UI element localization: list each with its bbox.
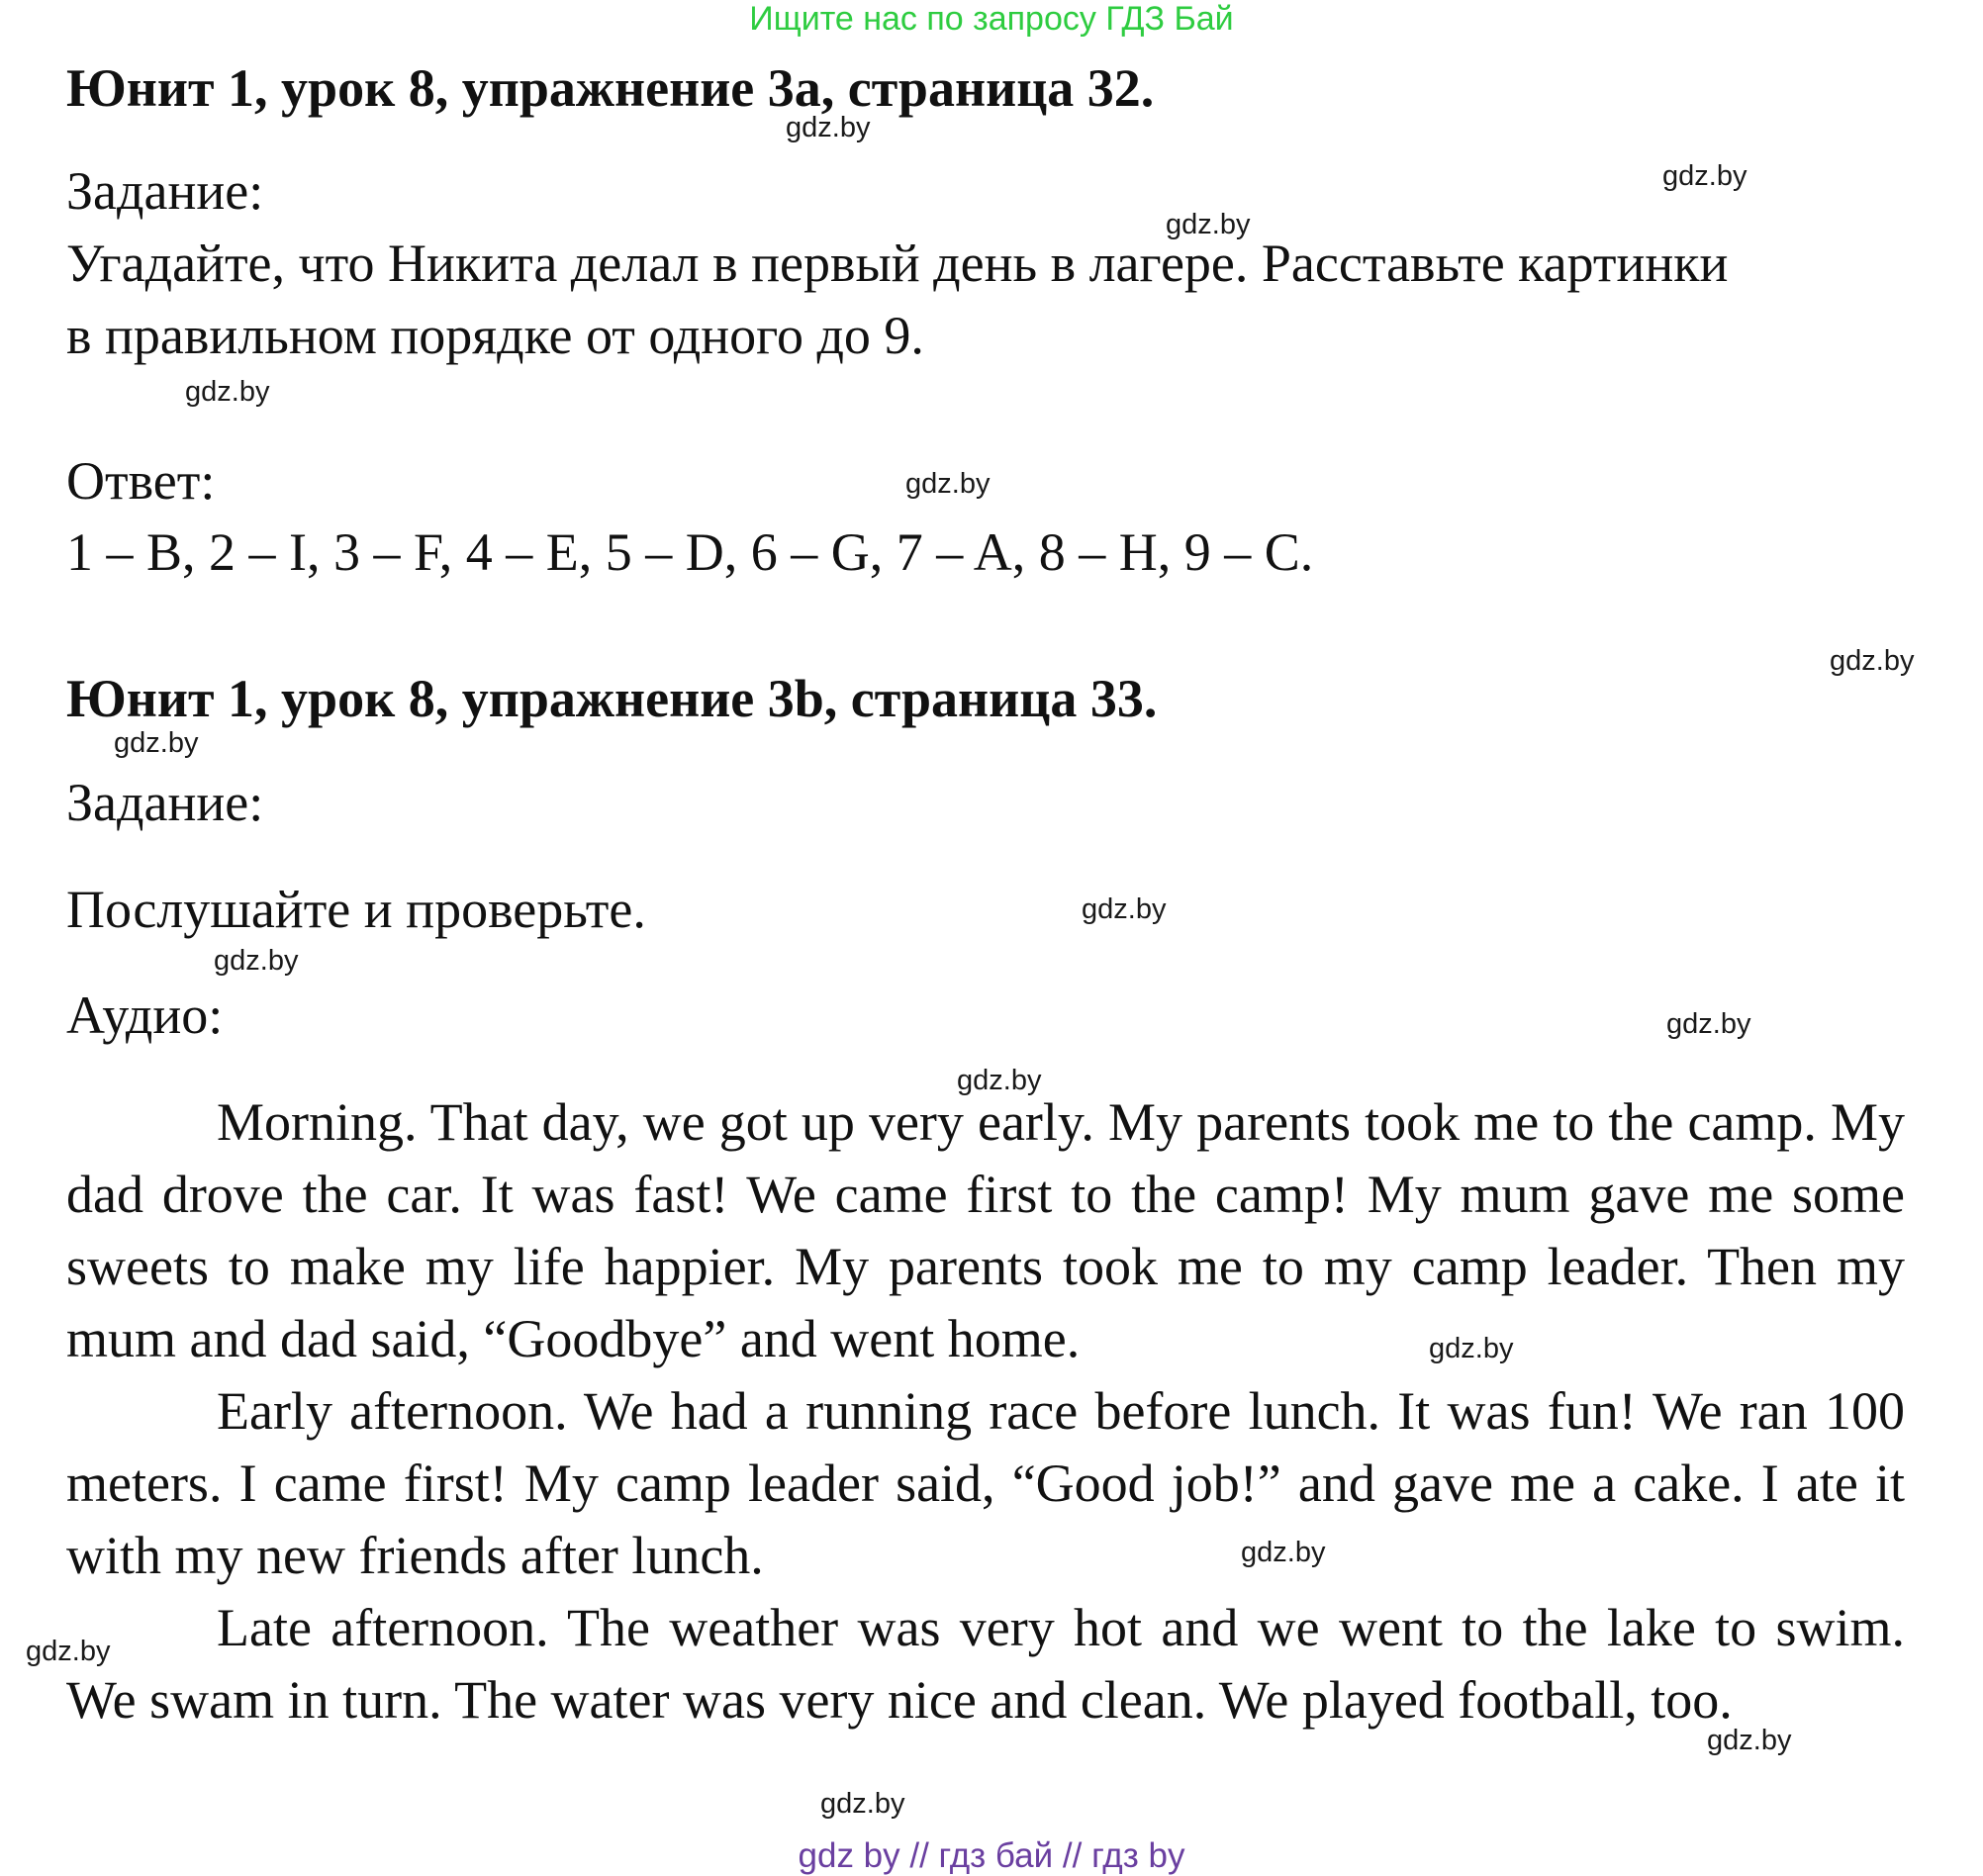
section-b-heading: Юнит 1, урок 8, упражнение 3b, страница 33. [66,669,1158,728]
audio-paragraph-morning-text: Morning. That day, we got up very early. My parents took me to the camp. My dad drove the car. It was fast! We came first to the camp! My mum gave me some sweets to make my life happier. My parents took me to my camp leader. Then my mum and dad said, “Goodbye” and went home. [66,1092,1905,1368]
watermark: gdz.by [185,376,270,408]
section-b-task-text: Послушайте и проверьте. [66,880,646,939]
watermark: gdz.by [905,468,991,500]
watermark: gdz.by [26,1636,111,1667]
watermark: gdz.by [1429,1333,1514,1364]
watermark: gdz.by [820,1788,905,1820]
audio-paragraph-late-afternoon [66,1592,1905,1736]
watermark: gdz.by [1662,160,1747,192]
section-b-task-label: Задание: [66,773,264,832]
watermark: gdz.by [1707,1725,1792,1756]
section-a-task-label: Задание: [66,161,264,221]
footer-links[interactable]: gdz by // гдз бай // гдз by [798,1836,1185,1875]
audio-paragraph-early-afternoon-text: Early afternoon. We had a running race before lunch. It was fun! We ran 100 meters. I came first! My camp leader said, “Good job!” and gave me a cake. I ate it with my new friends after lunch. [66,1381,1905,1585]
watermark: gdz.by [1830,645,1915,677]
audio-paragraph-early-afternoon [66,1375,1905,1592]
section-a-answer: 1 – B, 2 – I, 3 – F, 4 – E, 5 – D, 6 – G, 7 – A, 8 – H, 9 – C. [66,522,1314,582]
audio-paragraph-morning [66,1086,1905,1375]
section-a-heading: Юнит 1, урок 8, упражнение 3a, страница 32. [66,58,1155,118]
watermark: gdz.by [114,727,199,759]
watermark: gdz.by [1082,893,1167,925]
top-banner[interactable]: Ищите нас по запросу ГДЗ Бай [749,0,1234,38]
audio-paragraph-late-afternoon-text: Late afternoon. The weather was very hot and we went to the lake to swim. We swam in turn. The water was very nice and clean. We played football, too. [66,1598,1905,1730]
section-a-answer-label: Ответ: [66,451,216,511]
section-b-audio-label: Аудио: [66,985,224,1045]
watermark: gdz.by [1666,1008,1751,1040]
watermark: gdz.by [214,945,299,977]
section-a-task-line1: Угадайте, что Никита делал в первый день в лагере. Расставьте картинки [66,234,1729,293]
watermark: gdz.by [957,1065,1042,1096]
section-a-task-line2: в правильном порядке от одного до 9. [66,306,924,365]
watermark: gdz.by [1166,209,1251,240]
watermark: gdz.by [1241,1537,1326,1568]
watermark: gdz.by [786,112,871,143]
